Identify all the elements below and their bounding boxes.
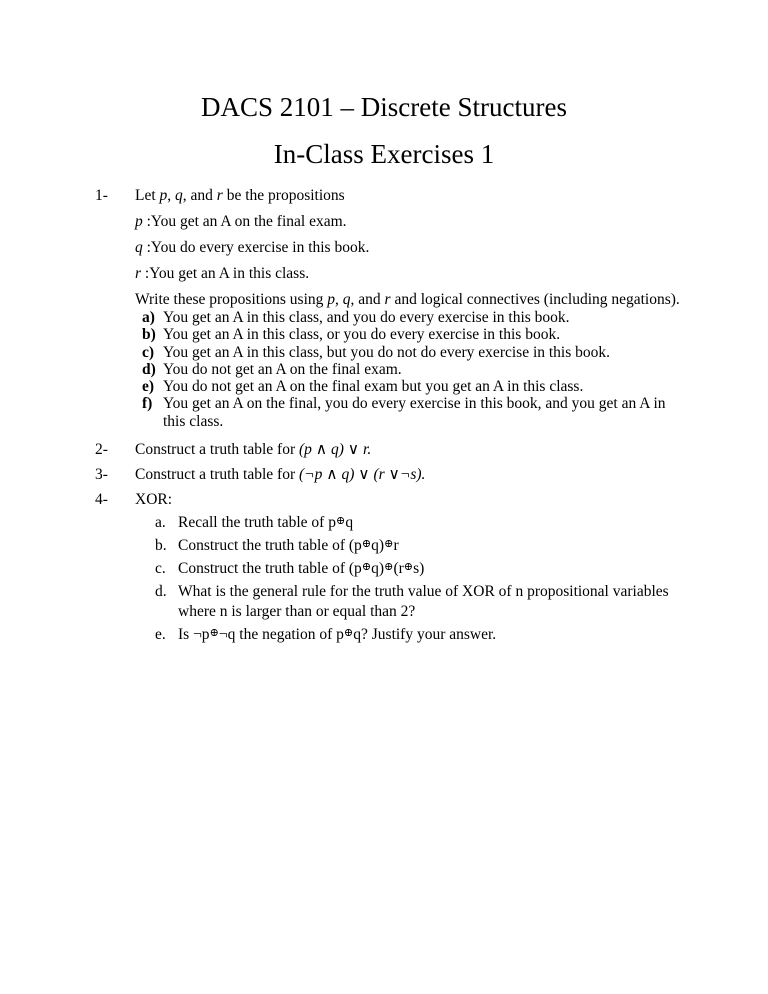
list-item-b-text: You get an A in this class, or you do every exercise in this book. xyxy=(163,326,561,344)
exercise-4-number: 4- xyxy=(95,491,108,509)
exercise-1-list xyxy=(135,309,690,430)
list-item-f-label: f) xyxy=(142,395,153,413)
xor-item-a-text: Recall the truth table of p⊕q xyxy=(178,514,354,532)
exercise-1-instruction: Write these propositions using p, q, and r and logical connectives (including negations). xyxy=(135,291,680,308)
list-item-c xyxy=(135,344,690,361)
list-item-d xyxy=(135,361,690,378)
xor-item-a xyxy=(135,513,690,533)
xor-item-b-label: b. xyxy=(155,537,167,555)
xor-item-e-label: e. xyxy=(155,626,166,644)
exercise-4-list xyxy=(135,513,690,645)
xor-item-b-text: Construct the truth table of (p⊕q)⊕r xyxy=(178,537,399,555)
xor-item-c xyxy=(135,559,690,579)
proposition-r: r :You get an A in this class. xyxy=(135,265,310,282)
list-item-b-label: b) xyxy=(142,326,156,344)
exercise-2-number: 2- xyxy=(95,441,108,459)
exercise-2 xyxy=(95,440,690,459)
exercise-2-text: Construct a truth table for (p ∧ q) ∨ r. xyxy=(135,441,372,459)
list-item-e-text: You do not get an A on the final exam but you get an A in this class. xyxy=(163,378,584,396)
document-title: In-Class Exercises 1 xyxy=(273,139,495,169)
xor-item-b xyxy=(135,536,690,556)
list-item-d-text: You do not get an A on the final exam. xyxy=(163,360,402,378)
exercise-3-number: 3- xyxy=(95,466,108,484)
exercise-1-intro: Let p, q, and r be the propositions xyxy=(135,187,345,204)
xor-item-e xyxy=(135,625,690,645)
list-item-f-text: You get an A on the final, you do every exercise in this book, and you get an A in this class. xyxy=(163,395,666,430)
list-item-d-label: d) xyxy=(142,360,156,378)
list-item-a-text: You get an A in this class, and you do every exercise in this book. xyxy=(163,309,570,326)
list-item-c-text: You get an A in this class, but you do not do every exercise in this book. xyxy=(163,343,611,361)
list-item-a-label: a) xyxy=(142,309,155,326)
proposition-q: q :You do every exercise in this book. xyxy=(135,239,370,256)
exercise-3-text: Construct a truth table for (¬p ∧ q) ∨ (r ∨¬s). xyxy=(135,466,426,484)
list-item-a xyxy=(135,309,690,326)
exercise-4 xyxy=(95,490,690,645)
list-item-c-label: c) xyxy=(142,343,155,361)
xor-item-d-text: What is the general rule for the truth value of XOR of n propositional variables where n is larger than or equal than 2? xyxy=(178,583,669,621)
xor-item-d xyxy=(135,582,690,622)
list-item-e xyxy=(135,378,690,395)
exercise-3 xyxy=(95,465,690,484)
exercise-1-number: 1- xyxy=(95,187,108,204)
list-item-b xyxy=(135,326,690,343)
xor-item-c-text: Construct the truth table of (p⊕q)⊕(r⊕s) xyxy=(178,560,425,578)
exercise-1 xyxy=(95,186,690,430)
exercise-4-heading: XOR: xyxy=(135,491,173,509)
document-body xyxy=(95,186,690,645)
xor-item-d-label: d. xyxy=(155,583,167,601)
course-title: DACS 2101 – Discrete Structures xyxy=(201,92,567,122)
xor-item-e-text: Is ¬p⊕¬q the negation of p⊕q? Justify your answer. xyxy=(178,626,497,644)
xor-item-c-label: c. xyxy=(155,560,166,578)
proposition-p: p :You get an A on the final exam. xyxy=(135,213,347,230)
list-item-e-label: e) xyxy=(142,378,155,396)
xor-item-a-label: a. xyxy=(155,514,166,532)
list-item-f xyxy=(135,395,690,430)
document-header xyxy=(0,0,768,178)
